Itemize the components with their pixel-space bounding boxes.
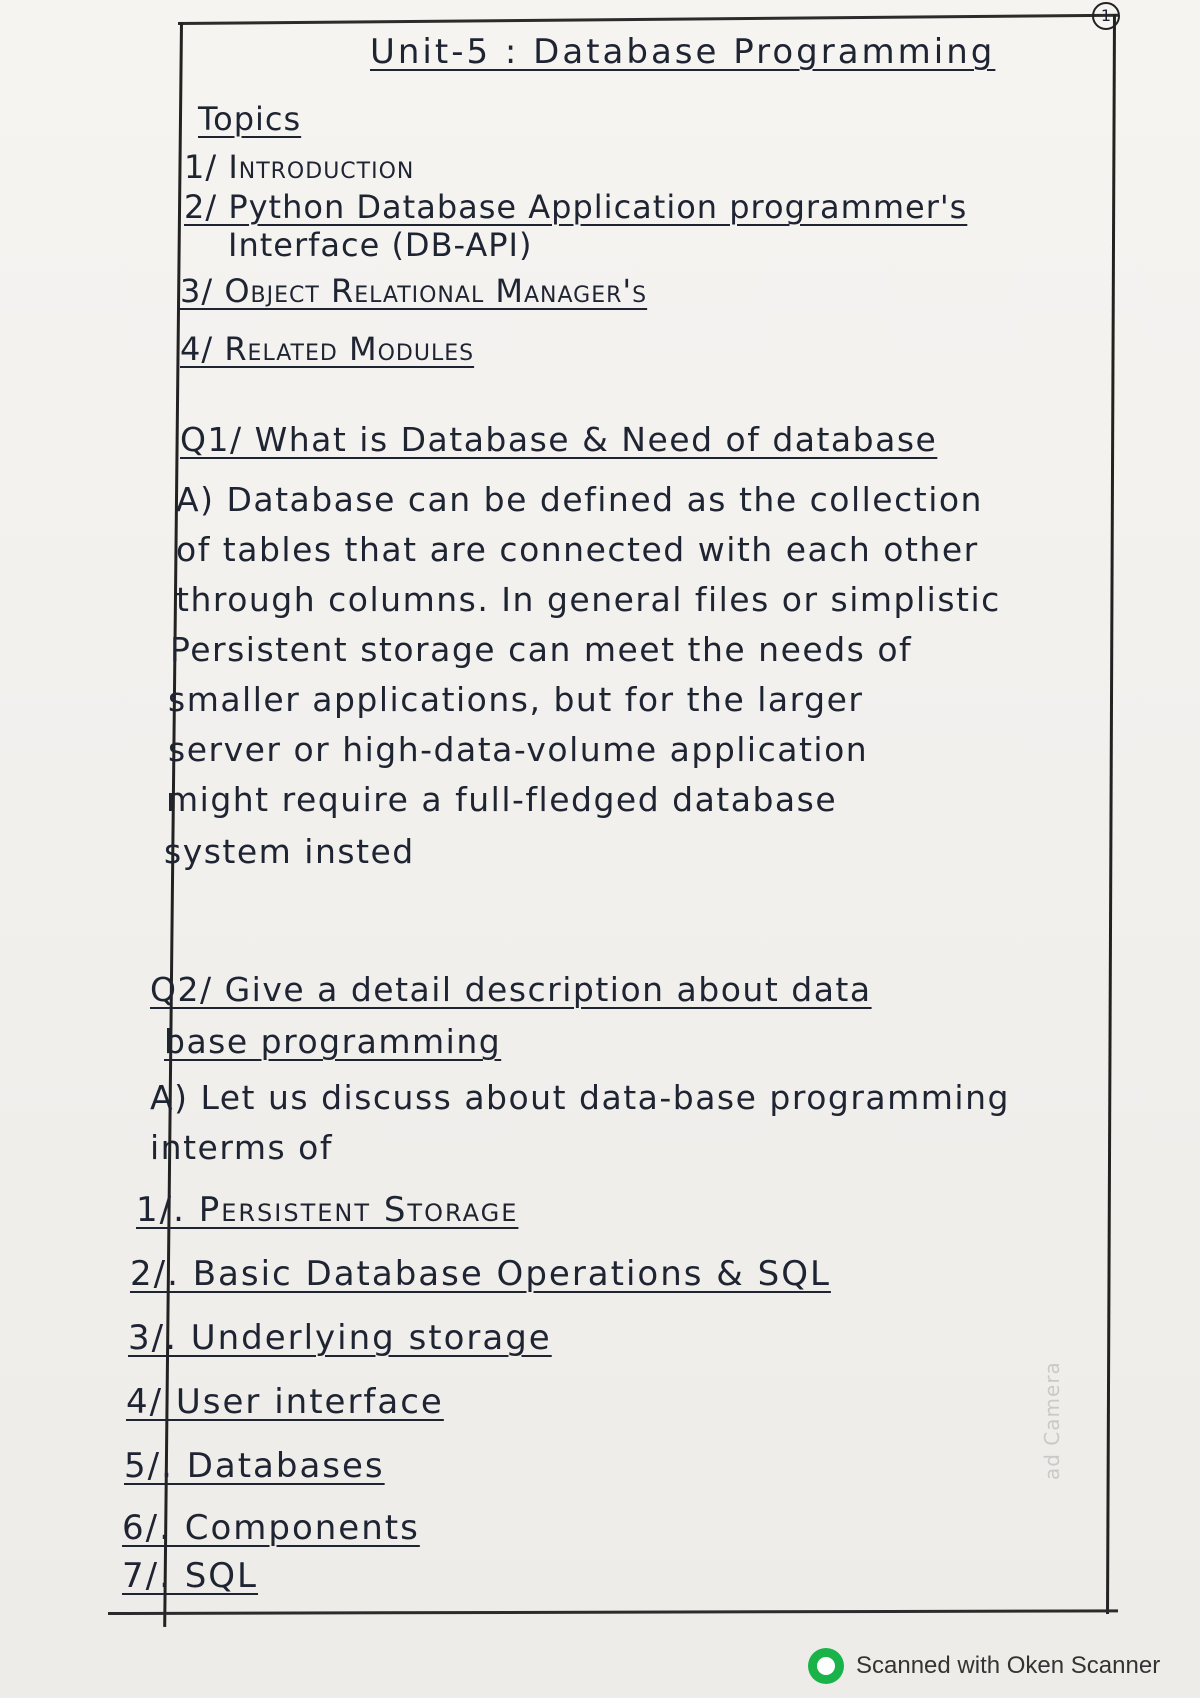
- oken-scanner-logo-icon: [808, 1648, 844, 1684]
- scanner-footer: [808, 1648, 1160, 1684]
- answer-line: through columns. In general files or simplistic: [176, 580, 1001, 619]
- page-border-top: [178, 14, 1118, 25]
- page-border-right: [1106, 14, 1116, 1614]
- list-item: 5/. Databases: [124, 1446, 385, 1486]
- answer-line: interms of: [150, 1128, 333, 1167]
- list-item: 3/. Underlying storage: [128, 1318, 552, 1358]
- topic-item: 2/ Python Database Application programmer's: [184, 188, 968, 226]
- page-number: 1: [1092, 2, 1120, 30]
- page-border-bottom: [108, 1609, 1118, 1615]
- answer-line: server or high-data-volume application: [168, 730, 869, 769]
- topic-item: 3/ Object Relational Manager's: [180, 272, 648, 310]
- answer-line: A) Let us discuss about data-base programming: [150, 1078, 1010, 1117]
- list-item: 4/ User interface: [126, 1382, 444, 1422]
- page-title: Unit-5 : Database Programming: [370, 32, 996, 72]
- question-1: Q1/ What is Database & Need of database: [180, 420, 938, 459]
- list-item: 6/. Components: [122, 1508, 420, 1548]
- answer-line: A) Database can be defined as the collection: [176, 480, 983, 519]
- topic-item: 4/ Related Modules: [180, 330, 475, 368]
- question-2-cont: base programming: [164, 1022, 502, 1061]
- topic-item: Interface (DB-API): [228, 226, 533, 264]
- list-item: 2/. Basic Database Operations & SQL: [130, 1254, 831, 1294]
- camera-watermark: ad Camera: [1040, 1361, 1064, 1480]
- list-item: 1/. Persistent Storage: [136, 1190, 519, 1230]
- topics-heading: Topics: [198, 100, 302, 138]
- answer-line: of tables that are connected with each other: [176, 530, 979, 569]
- answer-line: smaller applications, but for the larger: [168, 680, 864, 719]
- answer-line: system insted: [164, 832, 415, 871]
- list-item: 7/. SQL: [122, 1556, 258, 1596]
- topic-item: 1/ Introduction: [184, 148, 415, 186]
- answer-line: might require a full-fledged database: [166, 780, 838, 819]
- question-2: Q2/ Give a detail description about data: [150, 970, 872, 1009]
- answer-line: Persistent storage can meet the needs of: [170, 630, 913, 669]
- scanner-footer-text: Scanned with Oken Scanner: [856, 1652, 1161, 1679]
